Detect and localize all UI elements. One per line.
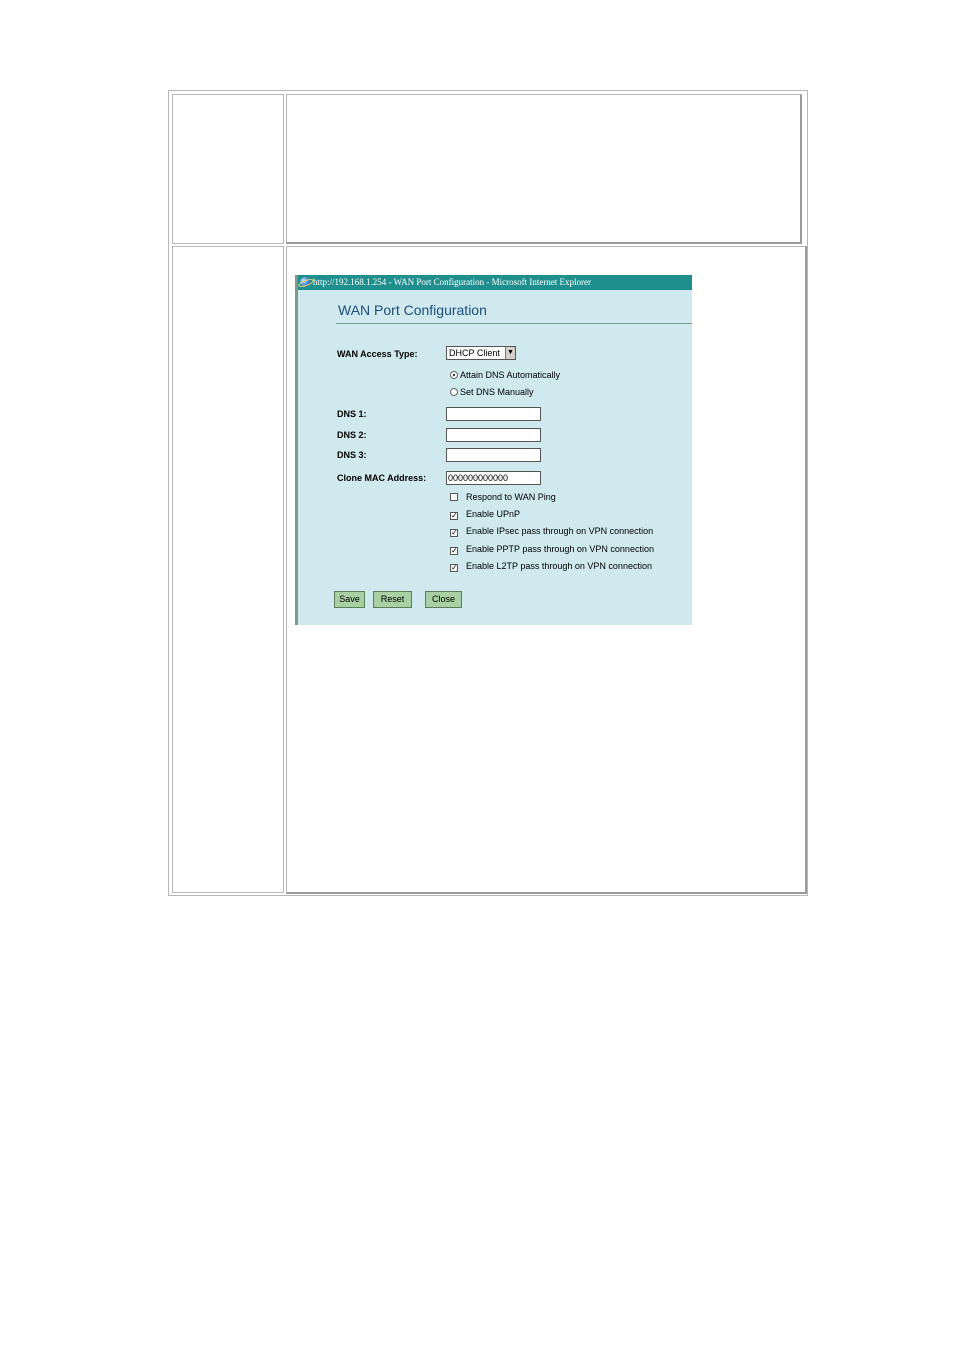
checkbox-checked-icon[interactable]: ✓ [451,511,458,520]
checkbox-enable-ipsec[interactable] [450,526,653,537]
wan-access-type-select[interactable] [446,346,516,360]
radio-attain-dns-auto[interactable] [450,370,560,380]
checkbox-checked-icon[interactable]: ✓ [451,563,458,572]
close-button[interactable]: Close [425,591,462,608]
clone-mac-label: Clone MAC Address: [337,473,427,483]
ie-logo-icon [300,277,310,287]
radio-button-icon[interactable] [450,388,458,396]
checkbox-label: Enable L2TP pass through on VPN connection [466,561,652,571]
checkbox-enable-upnp[interactable] [450,509,520,520]
dns1-label: DNS 1: [337,409,367,419]
browser-window-screenshot [295,275,692,625]
wan-access-type-value: DHCP Client [449,348,500,358]
checkbox-icon[interactable] [450,493,458,501]
checkbox-respond-wan-ping[interactable] [450,492,556,502]
window-title: http://192.168.1.254 - WAN Port Configuration - Microsoft Internet Explorer [313,277,592,287]
dns3-label: DNS 3: [337,450,367,460]
checkbox-label: Respond to WAN Ping [466,492,556,502]
chevron-down-icon[interactable]: ▼ [505,347,515,359]
table-cell-row2-label [172,246,284,893]
radio-label: Set DNS Manually [460,387,534,397]
clone-mac-field[interactable] [446,471,541,485]
table-cell-row1-label [172,94,284,244]
page-title: WAN Port Configuration [338,302,487,318]
checkbox-checked-icon[interactable]: ✓ [451,546,458,555]
checkbox-label: Enable IPsec pass through on VPN connection [466,526,654,536]
dns3-field[interactable] [446,448,541,462]
reset-button[interactable]: Reset [373,591,412,608]
radio-button-icon[interactable] [450,371,458,379]
checkbox-checked-icon[interactable]: ✓ [451,528,458,537]
radio-set-dns-manually[interactable] [450,387,534,397]
dns2-field[interactable] [446,428,541,442]
wan-access-type-label: WAN Access Type: [337,349,418,359]
dns2-label: DNS 2: [337,430,367,440]
table-cell-row1-content [286,94,802,244]
checkbox-label: Enable PPTP pass through on VPN connection [466,544,654,554]
save-button[interactable]: Save [334,591,365,608]
radio-label: Attain DNS Automatically [460,370,561,380]
dns1-field[interactable] [446,407,541,421]
heading-divider [336,323,692,324]
checkbox-enable-pptp[interactable] [450,544,654,555]
window-titlebar [298,275,692,290]
checkbox-enable-l2tp[interactable] [450,561,652,572]
checkbox-label: Enable UPnP [466,509,521,519]
